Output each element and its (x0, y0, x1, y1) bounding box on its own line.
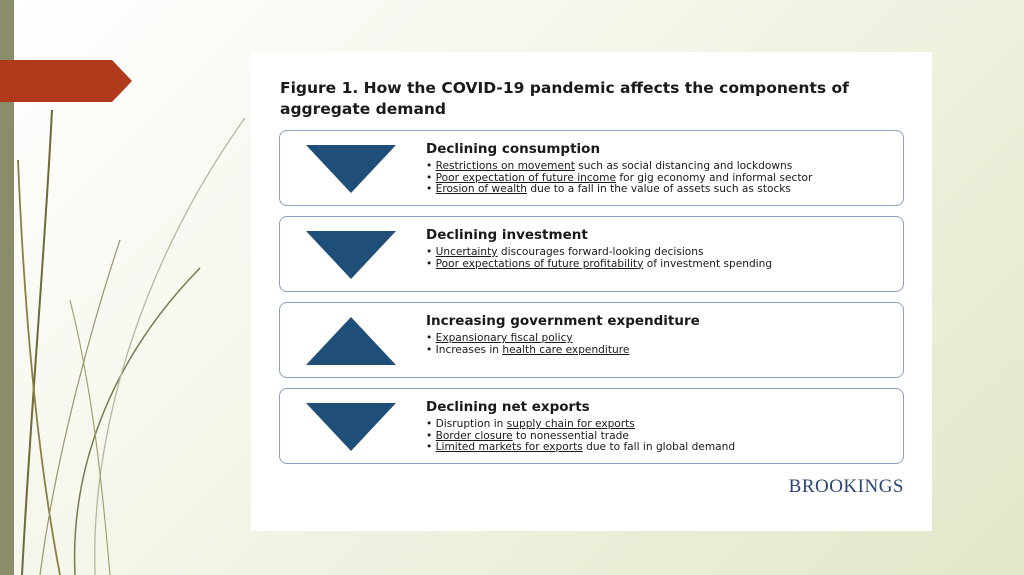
row-declining-net-exports (279, 388, 904, 464)
row-heading: Declining consumption (426, 141, 601, 157)
down-triangle-icon (306, 403, 396, 451)
decorative-grass (0, 0, 260, 575)
row-bullets (426, 161, 812, 196)
figure-title: Figure 1. How the COVID-19 pandemic affects the components of aggregate demand (280, 79, 849, 118)
figure-panel (251, 52, 932, 531)
bullet-item: • Border closure to nonessential trade (426, 431, 735, 443)
bullet-item: • Expansionary fiscal policy (426, 333, 629, 345)
bullet-item: • Increases in health care expenditure (426, 345, 629, 357)
row-heading: Declining investment (426, 227, 588, 243)
bullet-item: • Erosion of wealth due to a fall in the value of assets such as stocks (426, 184, 812, 196)
brookings-logo: BROOKINGS (788, 476, 904, 497)
bullet-item: • Uncertainty discourages forward-looking decisions (426, 247, 772, 259)
row-heading: Declining net exports (426, 399, 590, 415)
row-declining-consumption (279, 130, 904, 206)
bullet-item: • Limited markets for exports due to fall in global demand (426, 442, 735, 454)
bullet-item: • Disruption in supply chain for exports (426, 419, 735, 431)
up-triangle-icon (306, 317, 396, 365)
bullet-item: • Poor expectations of future profitability of investment spending (426, 259, 772, 271)
bullet-item: • Restrictions on movement such as social distancing and lockdowns (426, 161, 812, 173)
row-increasing-government-expenditure (279, 302, 904, 378)
row-heading: Increasing government expenditure (426, 313, 700, 329)
down-triangle-icon (306, 145, 396, 193)
row-declining-investment (279, 216, 904, 292)
down-triangle-icon (306, 231, 396, 279)
bullet-item: • Poor expectation of future income for gig economy and informal sector (426, 173, 812, 185)
row-bullets (426, 419, 735, 454)
row-bullets (426, 247, 772, 270)
row-bullets (426, 333, 629, 356)
